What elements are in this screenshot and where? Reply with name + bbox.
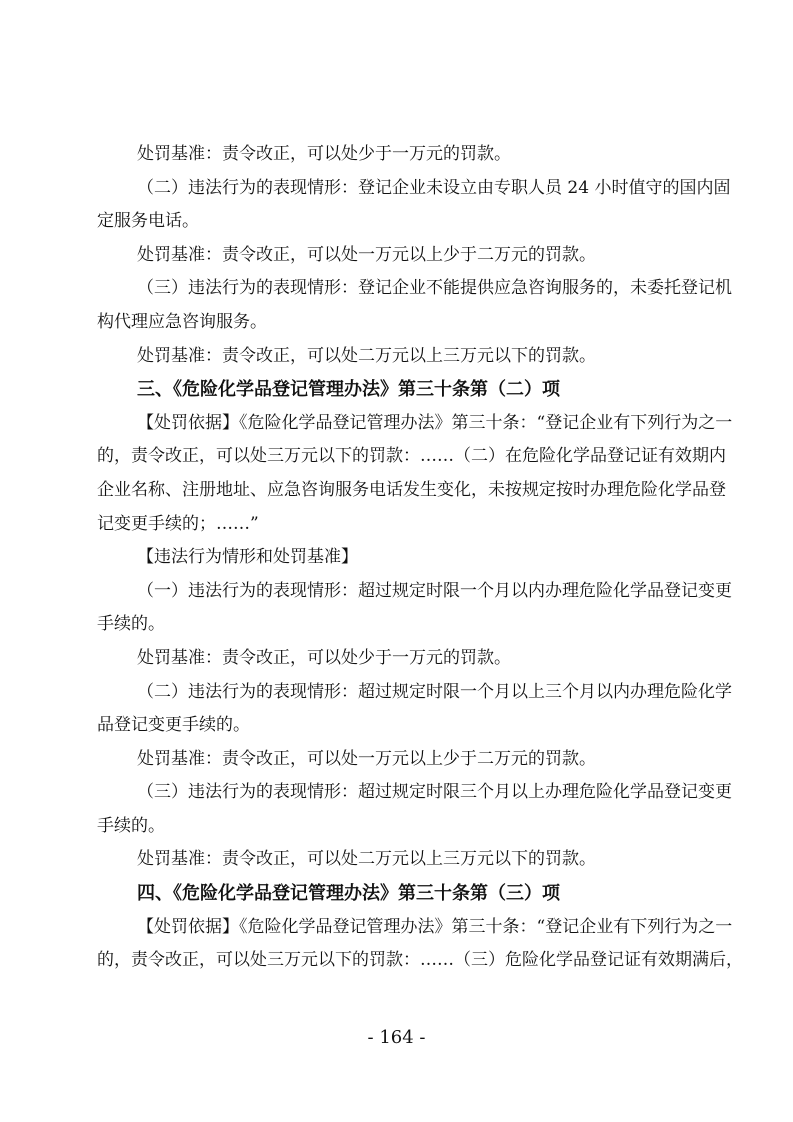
heading-line: 三、《危险化学品登记管理办法》第三十条第（二）项 [137, 379, 560, 401]
text-line: 品登记变更手续的。 [97, 715, 250, 736]
text-line: 处罚基准：责令改正，可以处二万元以上三万元以下的罚款。 [137, 849, 596, 870]
text-line: 【处罚依据】《危险化学品登记管理办法》第三十条：“登记企业有下列行为之一 [137, 412, 733, 433]
paragraph [97, 272, 732, 339]
text-line: 企业名称、注册地址、应急咨询服务电话发生变化，未按规定按时办理危险化学品登 [97, 479, 726, 500]
document-body [97, 138, 743, 978]
paragraph [97, 407, 733, 541]
text-line: 的，责令改正，可以处三万元以下的罚款：……（三）危险化学品登记证有效期满后， [97, 950, 743, 971]
section-heading [97, 373, 697, 407]
paragraph [97, 138, 697, 172]
paragraph [97, 541, 697, 575]
text-line: （二）违法行为的表现情形：超过规定时限一个月以上三个月以内办理危险化学 [137, 681, 732, 702]
paragraph [97, 776, 732, 843]
text-line: （三）违法行为的表现情形：超过规定时限三个月以上办理危险化学品登记变更 [137, 782, 732, 803]
text-line: 【违法行为情形和处罚基准】 [137, 547, 358, 568]
heading-line: 四、《危险化学品登记管理办法》第三十条第（三）项 [137, 883, 560, 905]
text-line: 定服务电话。 [97, 211, 199, 232]
paragraph [97, 642, 697, 676]
page-number: - 164 - [367, 1027, 426, 1048]
text-line: 处罚基准：责令改正，可以处一万元以上少于二万元的罚款。 [137, 244, 596, 265]
text-line: （二）违法行为的表现情形：登记企业未设立由专职人员 24 小时值守的国内固 [137, 177, 731, 198]
paragraph [97, 676, 732, 743]
text-line: （三）违法行为的表现情形：登记企业不能提供应急咨询服务的，未委托登记机 [137, 278, 732, 299]
paragraph [97, 172, 731, 239]
section-heading [97, 877, 697, 911]
paragraph [97, 843, 697, 877]
text-line: 【处罚依据】《危险化学品登记管理办法》第三十条：“登记企业有下列行为之一 [137, 916, 733, 937]
text-line: 构代理应急咨询服务。 [97, 311, 267, 332]
text-line: 手续的。 [97, 614, 165, 635]
text-line: 记变更手续的；……” [97, 513, 259, 534]
paragraph [97, 911, 743, 978]
text-line: 处罚基准：责令改正，可以处二万元以上三万元以下的罚款。 [137, 345, 596, 366]
text-line: 手续的。 [97, 815, 165, 836]
text-line: 处罚基准：责令改正，可以处少于一万元的罚款。 [137, 144, 511, 164]
text-line: 的，责令改正，可以处三万元以下的罚款：……（二）在危险化学品登记证有效期内 [97, 446, 726, 467]
text-line: 处罚基准：责令改正，可以处一万元以上少于二万元的罚款。 [137, 748, 596, 769]
paragraph [97, 239, 697, 273]
paragraph [97, 575, 732, 642]
text-line: 处罚基准：责令改正，可以处少于一万元的罚款。 [137, 647, 511, 668]
paragraph [97, 340, 697, 374]
paragraph [97, 743, 697, 777]
text-line: （一）违法行为的表现情形：超过规定时限一个月以内办理危险化学品登记变更 [137, 580, 732, 601]
